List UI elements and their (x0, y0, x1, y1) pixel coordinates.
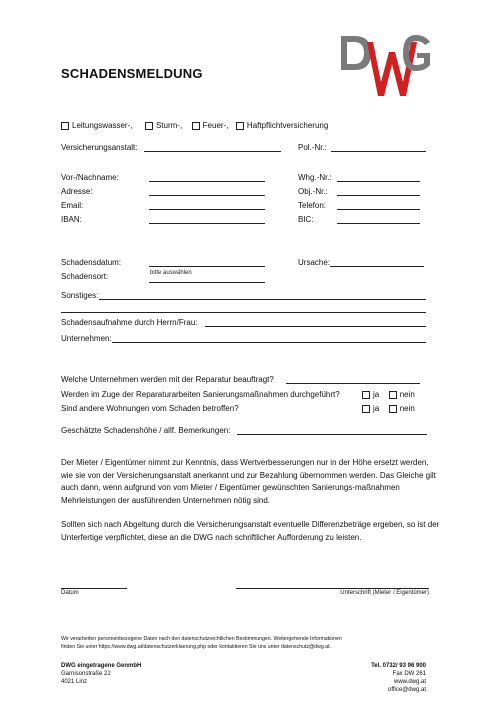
signature-label: Unterschrift (Mieter / Eigentümer) (340, 590, 429, 596)
cause-label: Ursache: (298, 258, 331, 267)
signature-line[interactable] (236, 588, 429, 589)
address-label: Adresse: (61, 187, 93, 196)
checkbox-leitungswasser[interactable] (61, 122, 69, 130)
renovation-yes-label: ja (373, 390, 380, 399)
insurance-label: Versicherungsanstalt: (61, 143, 138, 152)
renovation-yes-checkbox[interactable] (362, 391, 370, 399)
footer-company: DWG eingetragene GenmbH (61, 663, 142, 669)
cause-field[interactable] (330, 266, 424, 267)
label-haftpflicht: Haftpflichtversicherung (246, 121, 329, 130)
question-other-apartments: Sind andere Wohnungen vom Schaden betroffen? (61, 404, 239, 413)
other-apartments-no-label: nein (399, 404, 415, 413)
email-field[interactable] (149, 209, 265, 210)
phone-field[interactable] (337, 209, 420, 210)
other-field-line2[interactable] (61, 312, 426, 313)
label-feuer: Feuer-, (202, 121, 229, 130)
other-apartments-yes-label: ja (373, 404, 380, 413)
email-label: Email: (61, 201, 84, 210)
date-label: Datum (61, 590, 79, 596)
footer-street: Garnisonstraße 22 (61, 671, 111, 677)
checkbox-feuer[interactable] (192, 122, 200, 130)
apt-label: Whg.-Nr.: (298, 173, 332, 182)
footer-phone: Tel. 0732/ 93 96 900 (371, 663, 426, 669)
damage-location-underline (149, 282, 265, 283)
estimated-damage-label: Geschätzte Schadenshöhe / allf. Bemerkungen: (61, 426, 231, 435)
other-apartments-yes-checkbox[interactable] (362, 405, 370, 413)
estimated-damage-field[interactable] (237, 434, 427, 435)
other-apartments-options (362, 404, 415, 413)
label-leitungswasser: Leitungswasser-, (72, 121, 133, 130)
iban-field[interactable] (149, 223, 265, 224)
date-signature-line[interactable] (61, 588, 127, 589)
footer-city: 4021 Linz (61, 679, 88, 685)
bic-label: BIC: (298, 215, 314, 224)
question-renovation: Werden im Zuge der Reparaturarbeiten Sanierungsmaßnahmen durchgeführt? (61, 390, 340, 399)
name-label: Vor-/Nachname: (61, 173, 119, 182)
paragraph-value-improvements: Der Mieter / Eigentümer nimmt zur Kenntnis, dass Wertverbesserungen nur in der Höhe ersetzt werden, wie sie von der Versicherungsanstalt anerkannt und zur Bezahlung übernommen werden. Das Gleiche gilt auch dann, wenn aufgrund von vom Mieter / Eigentümer gewünschten Sanierungs-maßnahmen Mehrleistungen der ausführenden Unternehmen nötig sind. (61, 458, 436, 505)
obj-label: Obj.-Nr.: (298, 187, 328, 196)
checkbox-haftpflicht[interactable] (236, 122, 244, 130)
iban-label: IBAN: (61, 215, 82, 224)
name-field[interactable] (149, 181, 265, 182)
companies-field[interactable] (112, 342, 426, 343)
checkbox-sturm[interactable] (145, 122, 153, 130)
damage-location-select[interactable]: bitte auswählen (150, 270, 192, 276)
bic-field[interactable] (337, 223, 420, 224)
footer-web[interactable]: www.dwg.at (393, 679, 426, 685)
damage-type-row (61, 121, 328, 130)
recorded-by-field[interactable] (205, 326, 426, 327)
footer-email[interactable]: office@dwg.at (387, 687, 426, 693)
renovation-no-checkbox[interactable] (389, 391, 397, 399)
other-field[interactable] (99, 299, 426, 300)
companies-label: Unternehmen: (61, 334, 112, 343)
other-apartments-no-checkbox[interactable] (389, 405, 397, 413)
address-field[interactable] (149, 195, 265, 196)
policy-field[interactable] (331, 151, 426, 152)
recorded-by-label: Schadensaufnahme durch Herrn/Frau: (61, 318, 198, 327)
phone-label: Telefon: (298, 201, 327, 210)
apt-field[interactable] (337, 181, 420, 182)
other-label: Sonstiges: (61, 291, 99, 300)
policy-label: Pol.-Nr.: (298, 143, 327, 152)
renovation-options (362, 390, 415, 399)
repair-companies-field[interactable] (286, 383, 420, 384)
footer-fax: Fax DW 261 (392, 671, 426, 677)
page-title: SCHADENSMELDUNG (61, 66, 203, 81)
logo-g-shape (403, 35, 430, 71)
damage-location-label: Schadensort: (61, 272, 109, 281)
dwg-logo (337, 30, 432, 100)
damage-date-label: Schadensdatum: (61, 258, 122, 267)
logo-d-shape (341, 36, 371, 70)
privacy-line-1: Wir verarbeiten personenbezogene Daten nach den datenschutzrechtlichen Bestimmungen. Weitergehende Informationen (61, 636, 342, 642)
paragraph-difference-amounts: Sollten sich nach Abgeltung durch die Versicherungsanstalt eventuelle Differenzbeträge ergeben, so ist der Unterfertige verpflichtet, diese an die DWG nach schriftlicher Aufforderung zu leisten. (61, 520, 440, 542)
renovation-no-label: nein (399, 390, 415, 399)
insurance-field[interactable] (144, 151, 281, 152)
question-repair-companies: Welche Unternehmen werden mit der Reparatur beauftragt? (61, 375, 274, 384)
label-sturm: Sturm-, (155, 121, 183, 130)
obj-field[interactable] (337, 195, 420, 196)
privacy-line-2: finden Sie unter https://www.dwg.at/datenschutzerklaerung.php oder kontaktieren Sie uns unter datenschutz@dwg.at. (61, 644, 331, 650)
damage-date-field[interactable] (149, 266, 265, 267)
